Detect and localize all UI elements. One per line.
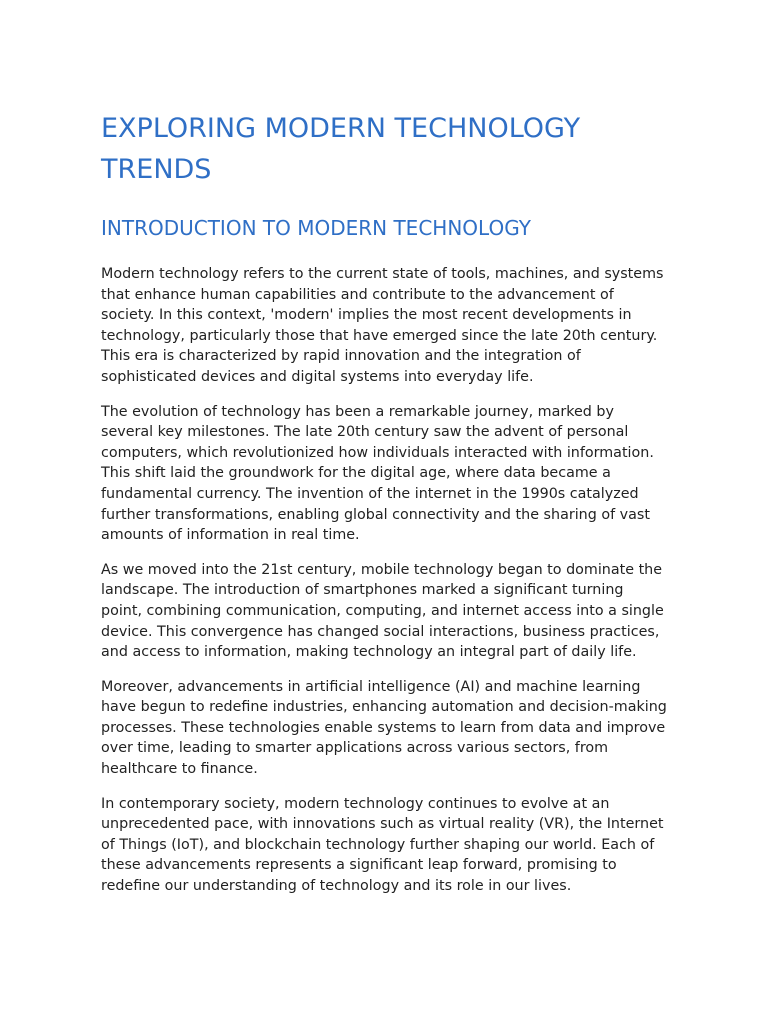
paragraph-2: The evolution of technology has been a remarkable journey, marked by several key milestones. The late 20th century saw the advent of personal computers, which revolutionized how individuals interacted with information. This shift laid the groundwork for the digital age, where data became a fundamental currency. The invention of the internet in the 1990s catalyzed further transformations, enabling global connectivity and the sharing of vast amounts of information in real time. [101, 403, 654, 544]
paragraph-5: In contemporary society, modern technology continues to evolve at an unprecedented pace, with innovations such as virtual reality (VR), the Internet of Things (IoT), and blockchain technology further shaping our world. Each of these advancements represents a significant leap forward, promising to redefine our understanding of technology and its role in our lives. [101, 795, 664, 895]
paragraph-4: Moreover, advancements in artificial intelligence (AI) and machine learning have begun to redefine industries, enhancing automation and decision-making processes. These technologies enable systems to learn from data and improve over time, leading to smarter applications across various sectors, from healthcare to finance. [101, 678, 667, 778]
paragraph-1: Modern technology refers to the current state of tools, machines, and systems that enhance human capabilities and contribute to the advancement of society. In this context, 'modern' implies the most recent developments in technology, particularly those that have emerged since the late 20th century. This era is characterized by rapid innovation and the integration of sophisticated devices and digital systems into everyday life. [101, 266, 664, 385]
document-title: EXPLORING MODERN TECHNOLOGY TRENDS [101, 113, 581, 185]
paragraph-3: As we moved into the 21st century, mobile technology began to dominate the landscape. The introduction of smartphones marked a significant turning point, combining communication, computing, and internet access into a single device. This convergence has changed social interactions, business practices, and access to information, making technology an integral part of daily life. [101, 561, 664, 661]
document-content [101, 108, 669, 897]
section-heading: INTRODUCTION TO MODERN TECHNOLOGY [101, 216, 531, 240]
